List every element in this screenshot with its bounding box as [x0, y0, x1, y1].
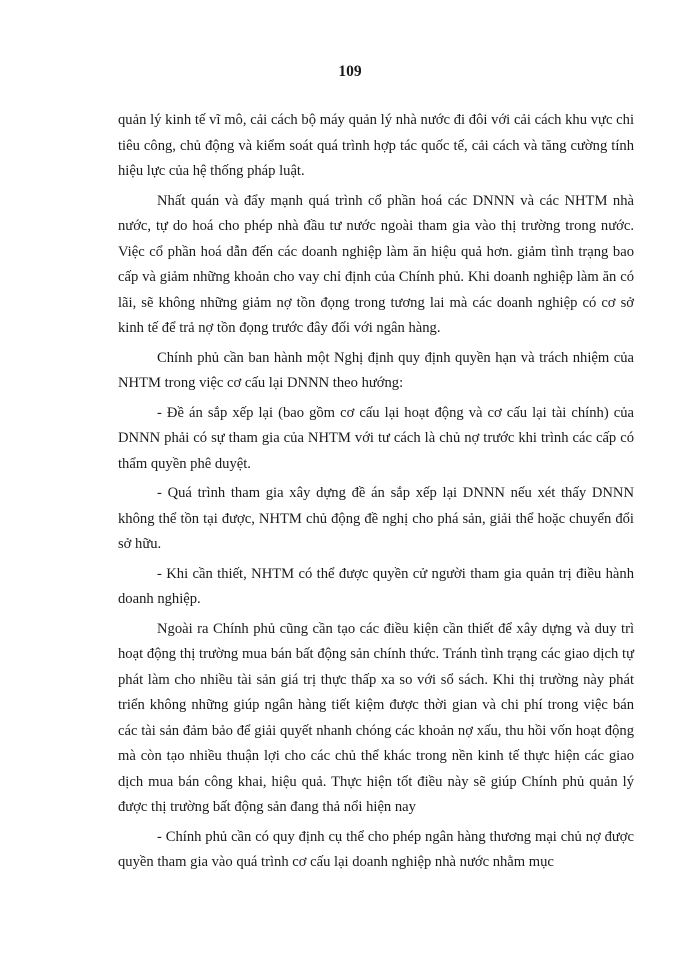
list-item-restructuring-plan: - Đề án sắp xếp lại (bao gồm cơ cấu lại hoạt động và cơ cấu lại tài chính) của DNNN phải có sự tham gia của NHTM với tư cách là chủ nợ trước khi trình các cấp có thẩm quyền phê duyệt. — [118, 404, 634, 472]
list-item-bankruptcy-proposal: - Quá trình tham gia xây dựng đề án sắp xếp lại DNNN nếu xét thấy DNNN không thể tồn tại được, NHTM chủ động đề nghị cho phá sản, giải thể hoặc chuyển đổi sở hữu. — [118, 485, 634, 552]
list-item-creditor-bank-rights: - Chính phủ cần có quy định cụ thể cho phép ngân hàng thương mại chủ nợ được quyền tham gia vào quá trình cơ cấu lại doanh nghiệp nhà nước nhằm mục — [118, 828, 634, 870]
list-item-management-participation: - Khi cần thiết, NHTM có thể được quyền cử người tham gia quản trị điều hành doanh nghiệp. — [118, 565, 634, 607]
paragraph-continued: quản lý kinh tế vĩ mô, cải cách bộ máy quản lý nhà nước đi đôi với cải cách khu vực chi tiêu công, chủ động và kiểm soát quá trình hợp tác quốc tế, cải cách và tăng cường tính hiệu lực của hệ thống pháp luật. — [118, 112, 634, 179]
paragraph-real-estate-market: Ngoài ra Chính phủ cũng cần tạo các điều kiện cần thiết để xây dựng và duy trì hoạt động thị trường mua bán bất động sản chính thức. Tránh tình trạng các giao dịch tự phát làm cho nhiều tài sản giá trị thực thấp xa so với sổ sách. Khi thị trường này phát triển không những giúp ngân hàng tiết kiệm được thời gian và chi phí trong việc bán các tài sản đảm bảo để giải quyết nhanh chóng các khoản nợ xấu, thu hồi vốn hoạt động mà còn tạo nhiều thuận lợi cho các chủ thể khác trong nền kinh tế thực hiện các giao dịch mua bán công khai, hiệu quả. Thực hiện tốt điều này sẽ giúp Chính phủ quản lý được thị trường bất động sản đang thả nổi hiện nay — [118, 620, 634, 815]
paragraph-equitization: Nhất quán và đẩy mạnh quá trình cổ phần hoá các DNNN và các NHTM nhà nước, tự do hoá cho phép nhà đầu tư nước ngoài tham gia vào thị trường trong nước. Việc cổ phần hoá dẫn đến các doanh nghiệp làm ăn hiệu quả hơn. giảm tình trạng bao cấp và giảm những khoản cho vay chỉ định của Chính phủ. Khi doanh nghiệp làm ăn có lãi, sẽ không những giảm nợ tồn đọng trong tương lai mà các doanh nghiệp có cơ sở kinh tế để trả nợ tồn đọng trước đây đối với ngân hàng. — [118, 192, 634, 336]
paragraph-government-decree: Chính phủ cần ban hành một Nghị định quy định quyền hạn và trách nhiệm của NHTM trong việc cơ cấu lại DNNN theo hướng: — [118, 349, 634, 391]
body-text — [118, 108, 634, 880]
page-number: 109 — [338, 63, 362, 80]
